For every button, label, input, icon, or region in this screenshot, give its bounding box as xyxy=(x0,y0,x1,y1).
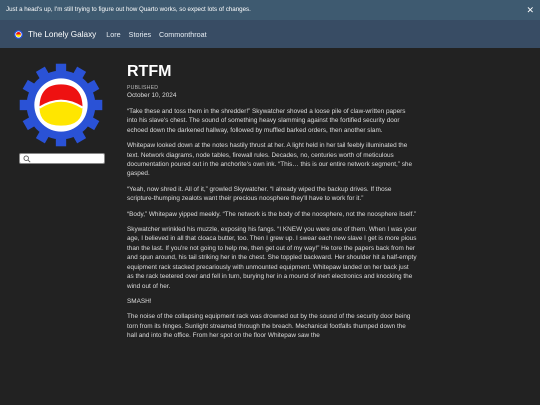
paragraph: Skywatcher wrinkled his muzzle, exposing his fangs. “I KNEW you were one of them. When I was your age, I believed in all that cloaca butter, too. Then I grew up. I swear each new slave I get is more pious than the last. If you're not going to help me, then get out of my way!” He tore the papers back from her and spun around, his tail striking her in the chest. She toppled backward. Her shoulder hit a half-empty equipment rack stacked precariously with unmounted equipment. Whitepaw landed on her back just as the rack teetered over and fell in turn, burying her in a mound of inert electronics and knocking the wind out of her. xyxy=(127,226,417,290)
published-date: October 10, 2024 xyxy=(127,92,177,99)
paragraph: “Take these and toss them in the shredder!” Skywatcher shoved a loose pile of claw-written papers into his slave's chest. The sound of something heavy slamming against the fortified security door echoed down the darkened hallway, followed by muffled barked orders, then another slam. xyxy=(127,108,406,134)
search-box[interactable] xyxy=(19,153,105,164)
brand-title[interactable]: The Lonely Galaxy xyxy=(28,29,97,39)
post-body xyxy=(127,107,527,341)
site-logo xyxy=(18,62,104,148)
paragraph: SMASH! xyxy=(127,297,152,305)
navbar xyxy=(0,20,540,48)
page-title: RTFM xyxy=(127,63,172,80)
paragraph: The noise of the collapsing equipment rack was drowned out by the sound of the security door being torn from its hinges. Sunlight streamed through the breach. Mechanical footfalls thumped down the hall and into the office. From her spot on the floor Whitepaw saw the xyxy=(127,313,411,340)
paragraph: “Yeah, now shred it. All of it,” growled Skywatcher. “I already wiped the backup drives. If those scripture-thumping zealots want their precious noosphere they'll have to work for it.” xyxy=(127,185,392,203)
announcement-banner xyxy=(0,0,540,20)
nav-link-stories[interactable]: Stories xyxy=(128,29,152,39)
brand-logo-icon[interactable] xyxy=(14,30,23,39)
search-icon xyxy=(23,155,31,163)
nav-link-commonthroat[interactable]: Commonthroat xyxy=(159,29,207,39)
close-icon[interactable]: ✕ xyxy=(526,5,534,15)
post-main xyxy=(127,62,527,347)
search-input[interactable] xyxy=(33,154,103,163)
nav-link-lore[interactable]: Lore xyxy=(106,29,121,39)
published-label: PUBLISHED xyxy=(127,85,159,91)
paragraph: Whitepaw looked down at the notes hastily thrust at her. A light held in her tail feebly illuminated the text. Network diagrams, node tables, firewall rules. Decades, no, centuries worth of meticulous documentation poured out in the anchorite's own ink. “This… this is our entire network segment,” she gasped. xyxy=(127,142,413,178)
announcement-text: Just a head's up, I'm still trying to figure out how Quarto works, so expect lots of changes. xyxy=(6,6,251,13)
paragraph: “Body,” Whitepaw yipped meekly. “The network is the body of the noosphere, not the noosphere itself.” xyxy=(127,210,417,218)
